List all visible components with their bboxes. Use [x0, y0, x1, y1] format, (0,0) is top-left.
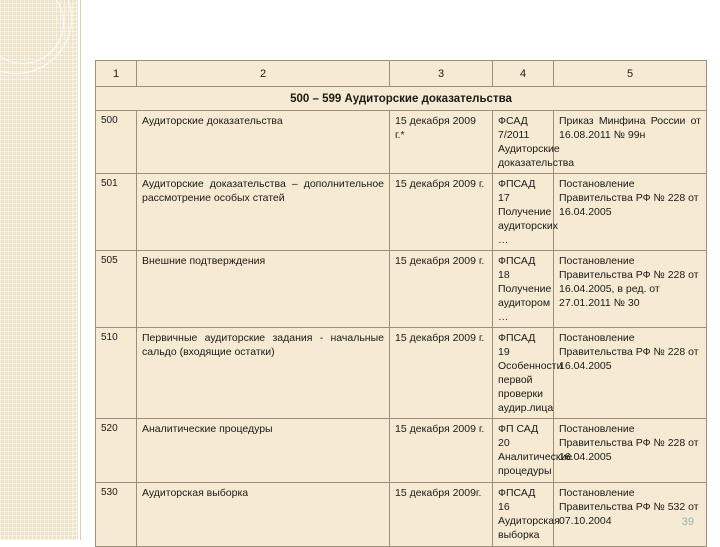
date-cell: 15 декабря 2009г. — [390, 483, 493, 547]
date-cell: 15 декабря 2009 г. — [390, 174, 493, 251]
section-row — [96, 87, 707, 111]
doc-cell: Постановление Правительства РФ № 228 от 16.04.2005, в ред. от 27.01.2011 № 30 — [554, 251, 707, 328]
standard-cell: ФПСАД 19 Особенности первой проверки аудир.лица — [493, 328, 554, 419]
standard-cell: ФП САД 20 Аналитические процедуры — [493, 419, 554, 483]
date-cell: 15 декабря 2009 г. — [390, 419, 493, 483]
doc-cell: Постановление Правительства РФ № 228 от 16.04.2005 — [554, 419, 707, 483]
page-number: 39 — [681, 516, 694, 528]
standard-cell: ФПСАД 17 Получение аудиторских … — [493, 174, 554, 251]
name-cell: Первичные аудиторские задания - начальные сальдо (входящие остатки) — [137, 328, 390, 419]
decorative-circle — [0, 0, 72, 74]
code-cell: 520 — [96, 419, 137, 483]
doc-cell: Постановление Правительства РФ № 228 от 16.04.2005 — [554, 328, 707, 419]
table-row — [96, 251, 707, 328]
standard-cell: ФСАД 7/2011 Аудиторские доказательства — [493, 111, 554, 174]
header-cell: 5 — [554, 61, 707, 87]
header-cell: 4 — [493, 61, 554, 87]
name-cell: Аналитические процедуры — [137, 419, 390, 483]
table-row — [96, 483, 707, 547]
code-cell: 505 — [96, 251, 137, 328]
name-cell: Аудиторская выборка — [137, 483, 390, 547]
decorative-side-strip — [0, 0, 78, 540]
doc-cell: Постановление Правительства РФ № 532 от 07.10.2004 — [554, 483, 707, 547]
standard-cell: ФПСАД 16 Аудиторская выборка — [493, 483, 554, 547]
code-cell: 510 — [96, 328, 137, 419]
date-cell: 15 декабря 2009 г. — [390, 328, 493, 419]
table-header-row — [96, 61, 707, 87]
name-cell: Аудиторские доказательства — [137, 111, 390, 174]
standards-table — [95, 60, 707, 547]
doc-cell: Постановление Правительства РФ № 228 от 16.04.2005 — [554, 174, 707, 251]
table-row — [96, 328, 707, 419]
table-row — [96, 111, 707, 174]
section-title: 500 – 599 Аудиторские доказательства — [96, 87, 707, 111]
strip-divider — [80, 0, 81, 540]
code-cell: 501 — [96, 174, 137, 251]
code-cell: 530 — [96, 483, 137, 547]
header-cell: 1 — [96, 61, 137, 87]
name-cell: Аудиторские доказательства – дополнительное рассмотрение особых статей — [137, 174, 390, 251]
header-cell: 3 — [390, 61, 493, 87]
code-cell: 500 — [96, 111, 137, 174]
date-cell: 15 декабря 2009 г.* — [390, 111, 493, 174]
header-cell: 2 — [137, 61, 390, 87]
doc-cell: Приказ Минфина России от 16.08.2011 № 99н — [554, 111, 707, 174]
table-row — [96, 174, 707, 251]
date-cell: 15 декабря 2009 г. — [390, 251, 493, 328]
table-row — [96, 419, 707, 483]
standard-cell: ФПСАД 18 Получение аудитором … — [493, 251, 554, 328]
name-cell: Внешние подтверждения — [137, 251, 390, 328]
